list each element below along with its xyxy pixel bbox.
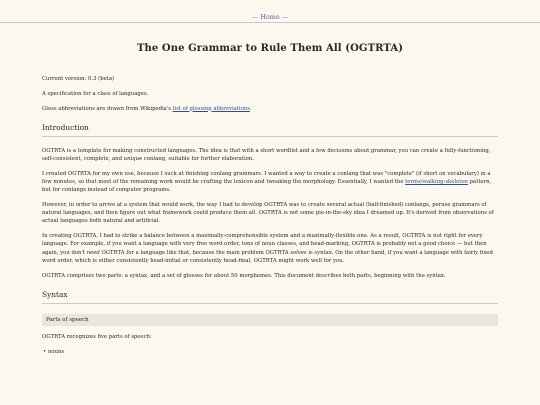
nav-dash-left: — xyxy=(251,13,259,21)
nav-divider xyxy=(0,22,540,23)
intro-p1-text-b: conlang, suitable for further elaboration. xyxy=(142,156,254,162)
list-item: • nouns xyxy=(42,348,498,356)
parts-of-speech-intro: OGTRTA recognizes five parts of speech: xyxy=(42,333,152,340)
gloss-text xyxy=(42,105,498,113)
glossing-abbreviations-link[interactable]: list of glossing abbreviations xyxy=(172,105,250,112)
nav-dash-right: — xyxy=(281,13,289,21)
intro-p4-emphasis-need: need xyxy=(86,249,100,256)
syntax-heading: Syntax xyxy=(42,290,498,304)
intro-p4-emphasis-solves: solves xyxy=(290,249,307,256)
parts-of-speech-list xyxy=(42,348,498,356)
walking-skeleton-link[interactable]: terms/walking-skeleton xyxy=(405,179,468,185)
intro-p4-text-b: OGTRTA for a language like that, because the main problem OGTRTA xyxy=(99,249,291,256)
gloss-suffix: . xyxy=(249,105,252,112)
gloss-prefix: Gloss abbreviations are drawn from Wikipedia's xyxy=(42,105,173,112)
top-nav xyxy=(42,0,498,22)
home-link[interactable]: Home xyxy=(260,13,280,21)
intro-p2-text-b: pattern, but for conlangs instead of computer programs. xyxy=(42,179,492,194)
intro-paragraph-3: However, in order to arrive at a system that would work, the way I had to develop OGTRTA was to create several actual (half-finished) conlangs, peruse grammars of natural languages, and then figure out what framework could produce them all. OGTRTA is not some pie-in-the-sky idea I dreamed up. It's derived from observations of actual languages both natural and artificial. xyxy=(42,202,494,225)
parts-of-speech-heading: Parts of speech xyxy=(42,314,498,326)
intro-p4-text-a: In creating OGTRTA, I had to strike a balance between a maximally-comprehensible system and a maximally-flexible one. As a result, OGTRTA is not right for every language. For example, if you want a language with very free word order, tons of noun classes, and head-marking, OGTRTA is probably not a good choice — but then again, you don't xyxy=(42,233,487,256)
intro-p4-text-c: is syntax. On the other hand, if you want a language with fairly fixed word order, which is either consistently head-initial or consistently head-final, OGTRTA might work well for you. xyxy=(42,249,493,264)
version-text: Current version: 0.3 (beta) xyxy=(42,76,115,82)
page-title: The One Grammar to Rule Them All (OGTRTA) xyxy=(136,43,404,54)
intro-p1-emphasis: unique xyxy=(123,156,143,162)
intro-paragraph-1 xyxy=(42,147,498,163)
intro-p1-text-a: OGTRTA is a template for making constructed languages. The idea is that with a short wordlist and a few decisions about grammar, you can create a fully-functioning, self-consistent, complete, and xyxy=(42,147,491,162)
intro-paragraph-4 xyxy=(42,232,498,265)
intro-paragraph-5: OGTRTA comprises two parts: a syntax, and a set of glosses for about 50 morphemes. This document describes both parts, beginning with the syntax. xyxy=(42,272,446,279)
introduction-heading: Introduction xyxy=(42,123,498,137)
spec-text: A specification for a class of languages. xyxy=(42,90,149,97)
intro-paragraph-2 xyxy=(42,170,498,195)
intro-p2-text-a: I created OGTRTA for my own use, because I suck at finishing conlang grammars. I wanted a way to create a conlang that was "complete" (if short on vocabulary) in a few minutes, so that most of the remaining work would be crafting the lexicon and tweaking the morphology. Essentially, I wanted the xyxy=(42,170,491,185)
